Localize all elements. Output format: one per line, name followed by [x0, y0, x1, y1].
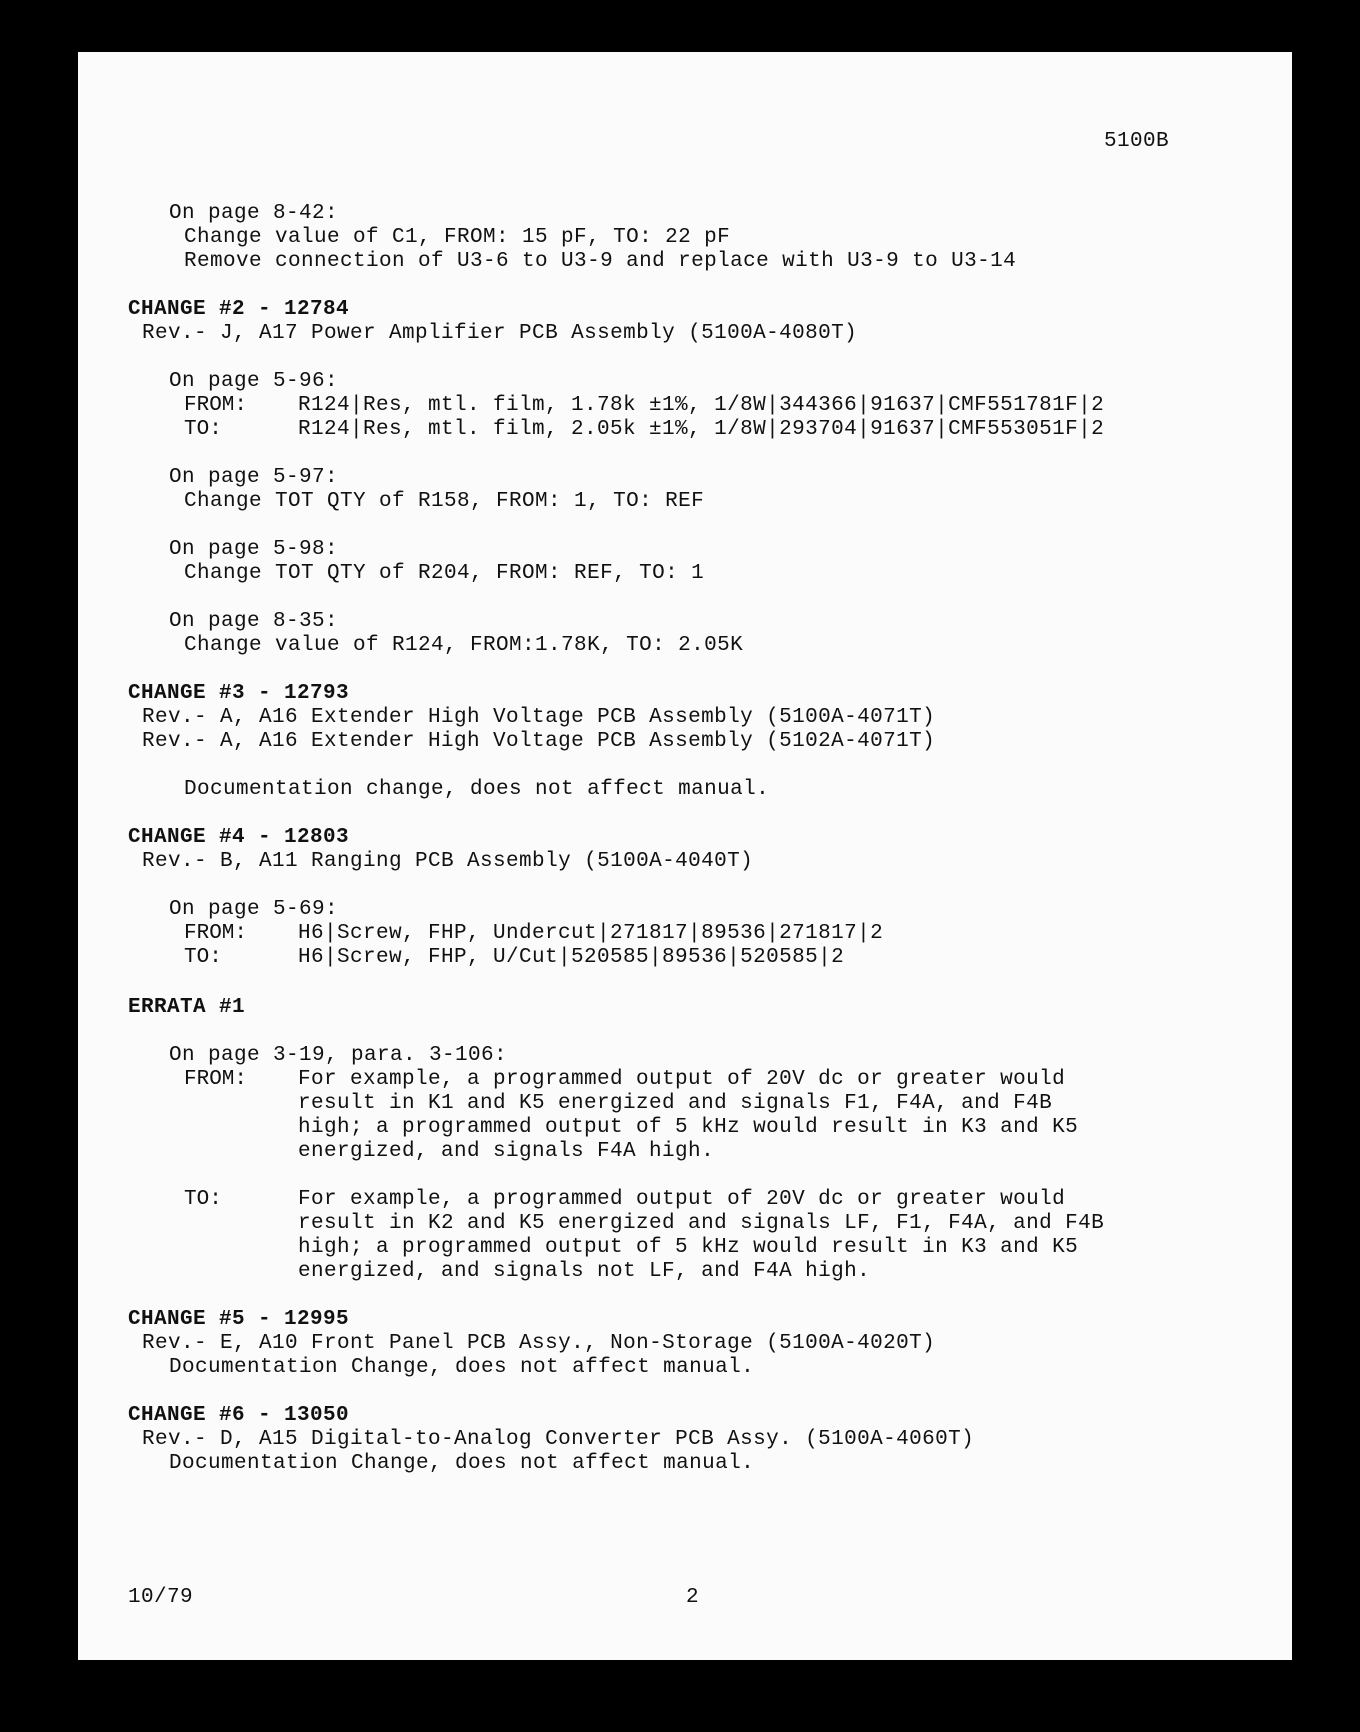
from-value: H6|Screw, FHP, Undercut|271817|89536|271817|2 — [298, 922, 884, 945]
page-ref-heading: On page 5-97: — [169, 466, 339, 489]
from-text-line: high; a programmed output of 5 kHz would result in K3 and K5 — [298, 1116, 1079, 1139]
revision-line: Rev.- A, A16 Extender High Voltage PCB Assembly (5100A-4071T) — [142, 706, 936, 729]
footer-page-number: 2 — [686, 1586, 700, 1609]
from-label: FROM: — [184, 922, 248, 945]
from-text-line: energized, and signals F4A high. — [298, 1140, 715, 1163]
errata-heading: ERRATA #1 — [128, 996, 246, 1019]
from-text-line: result in K1 and K5 energized and signals F1, F4A, and F4B — [298, 1092, 1053, 1115]
to-value: H6|Screw, FHP, U/Cut|520585|89536|520585|2 — [298, 946, 845, 969]
page-ref-heading: On page 5-96: — [169, 370, 339, 393]
revision-line: Rev.- B, A11 Ranging PCB Assembly (5100A-4040T) — [142, 850, 754, 873]
revision-line: Rev.- J, A17 Power Amplifier PCB Assembly (5100A-4080T) — [142, 322, 858, 345]
revision-line: Rev.- D, A15 Digital-to-Analog Converter PCB Assy. (5100A-4060T) — [142, 1428, 975, 1451]
to-label: TO: — [184, 418, 222, 441]
change-heading: CHANGE #4 - 12803 — [128, 826, 350, 849]
documentation-note: Documentation Change, does not affect manual. — [169, 1452, 755, 1475]
to-text-line: high; a programmed output of 5 kHz would result in K3 and K5 — [298, 1236, 1079, 1259]
document-number: 5100B — [1104, 130, 1170, 153]
scan-edge — [66, 52, 78, 1660]
to-text-line: energized, and signals not LF, and F4A high. — [298, 1260, 871, 1283]
from-label: FROM: — [184, 394, 248, 417]
page-ref-heading: On page 8-35: — [169, 610, 339, 633]
document-page — [66, 52, 1292, 1660]
revision-line: Rev.- E, A10 Front Panel PCB Assy., Non-Storage (5100A-4020T) — [142, 1332, 936, 1355]
documentation-note: Documentation Change, does not affect manual. — [169, 1356, 755, 1379]
change-heading: CHANGE #3 - 12793 — [128, 682, 350, 705]
to-text-line: result in K2 and K5 energized and signals LF, F1, F4A, and F4B — [298, 1212, 1105, 1235]
change-text: Remove connection of U3-6 to U3-9 and replace with U3-9 to U3-14 — [184, 250, 1017, 273]
to-text-line: For example, a programmed output of 20V dc or greater would — [298, 1188, 1066, 1211]
change-text: Change value of R124, FROM:1.78K, TO: 2.05K — [184, 634, 744, 657]
page-ref-heading: On page 8-42: — [169, 202, 339, 225]
change-text: Change TOT QTY of R204, FROM: REF, TO: 1 — [184, 562, 705, 585]
change-heading: CHANGE #6 - 13050 — [128, 1404, 350, 1427]
to-label: TO: — [184, 1188, 222, 1211]
revision-line: Rev.- A, A16 Extender High Voltage PCB Assembly (5102A-4071T) — [142, 730, 936, 753]
change-text: Change TOT QTY of R158, FROM: 1, TO: REF — [184, 490, 705, 513]
footer-date: 10/79 — [128, 1586, 194, 1609]
page-ref-heading: On page 3-19, para. 3-106: — [169, 1044, 508, 1067]
documentation-note: Documentation change, does not affect manual. — [184, 778, 770, 801]
change-heading: CHANGE #2 - 12784 — [128, 298, 350, 321]
page-ref-heading: On page 5-69: — [169, 898, 339, 921]
from-value: R124|Res, mtl. film, 1.78k ±1%, 1/8W|344366|91637|CMF551781F|2 — [298, 394, 1105, 417]
change-text: Change value of C1, FROM: 15 pF, TO: 22 pF — [184, 226, 731, 249]
from-label: FROM: — [184, 1068, 248, 1091]
page-ref-heading: On page 5-98: — [169, 538, 339, 561]
change-heading: CHANGE #5 - 12995 — [128, 1308, 350, 1331]
from-text-line: For example, a programmed output of 20V dc or greater would — [298, 1068, 1066, 1091]
to-label: TO: — [184, 946, 222, 969]
to-value: R124|Res, mtl. film, 2.05k ±1%, 1/8W|293704|91637|CMF553051F|2 — [298, 418, 1105, 441]
